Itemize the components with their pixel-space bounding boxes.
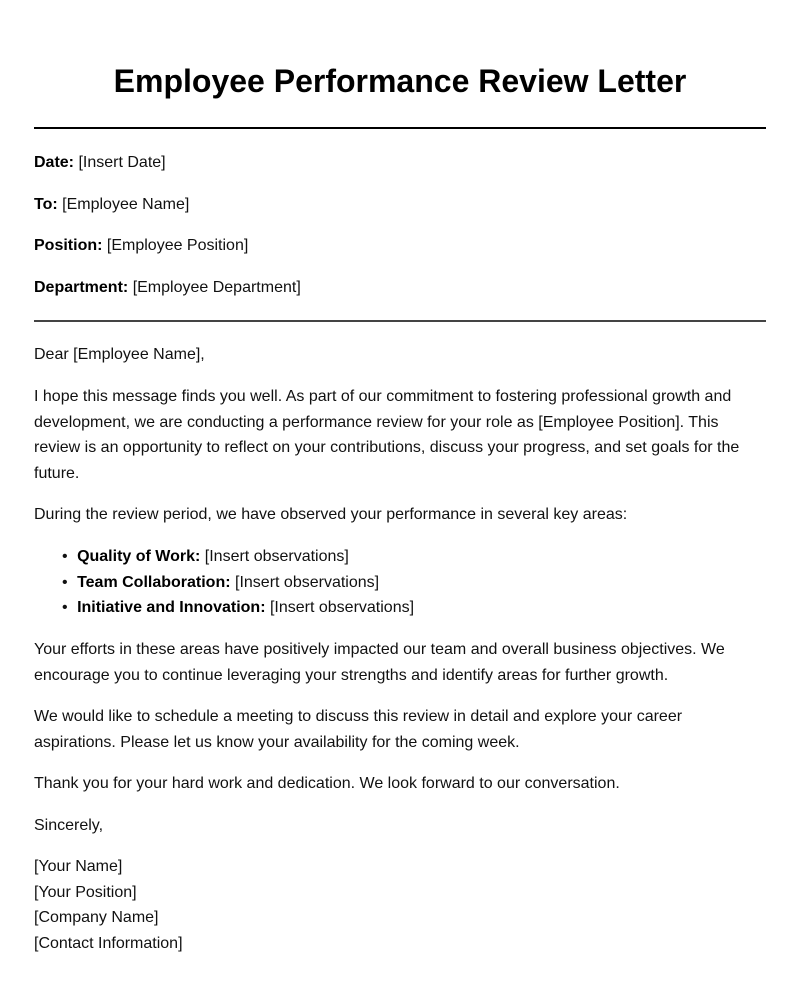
salutation: Dear [Employee Name], <box>34 346 205 363</box>
thanks-paragraph: Thank you for your hard work and dedication. We look forward to our conversation. <box>34 775 620 792</box>
date-value: [Insert Date] <box>78 154 166 171</box>
to-field <box>34 195 189 215</box>
list-item <box>62 544 414 570</box>
key-areas-list <box>62 544 414 621</box>
list-item <box>62 595 414 621</box>
signature-company: [Company Name] <box>34 909 159 927</box>
department-value: [Employee Department] <box>132 279 301 296</box>
signature-contact: [Contact Information] <box>34 935 183 953</box>
list-item <box>62 570 414 596</box>
letter-title: Employee Performance Review Letter <box>113 63 687 99</box>
position-label: Position: <box>34 237 103 254</box>
key-area-label: Initiative and Innovation: <box>77 599 266 617</box>
signature-position: [Your Position] <box>34 883 137 901</box>
key-area-value: [Insert observations] <box>235 573 380 591</box>
to-value: [Employee Name] <box>62 196 190 213</box>
date-label: Date: <box>34 154 75 171</box>
department-field <box>34 278 301 298</box>
review-intro-paragraph: During the review period, we have observed your performance in several key areas: <box>34 506 628 523</box>
signature-name: [Your Name] <box>34 858 123 875</box>
key-area-value: [Insert observations] <box>204 548 349 565</box>
closing: Sincerely, <box>34 817 104 834</box>
meeting-paragraph: We would like to schedule a meeting to discuss this review in detail and explore your career aspirations. Please let us know your availability for the coming week. <box>34 708 683 751</box>
efforts-paragraph: Your efforts in these areas have positively impacted our team and overall business objectives. We encourage you to continue leveraging your strengths and identify areas for further growth. <box>34 641 725 684</box>
to-label: To: <box>34 196 58 213</box>
key-area-value: [Insert observations] <box>269 599 415 617</box>
date-field <box>34 153 166 173</box>
position-field <box>34 236 248 256</box>
top-divider <box>34 127 766 129</box>
key-area-label: Quality of Work: <box>77 548 201 565</box>
signature-block <box>34 854 183 957</box>
position-value: [Employee Position] <box>106 237 249 254</box>
department-label: Department: <box>34 279 129 296</box>
intro-paragraph: I hope this message finds you well. As part of our commitment to fostering professional growth and development, we are conducting a performance review for your role as [Employee Position]. This review is an opportunity to reflect on your contributions, discuss your progress, and set goals for the future. <box>34 388 740 483</box>
key-area-label: Team Collaboration: <box>77 573 231 591</box>
header-divider <box>34 320 766 322</box>
